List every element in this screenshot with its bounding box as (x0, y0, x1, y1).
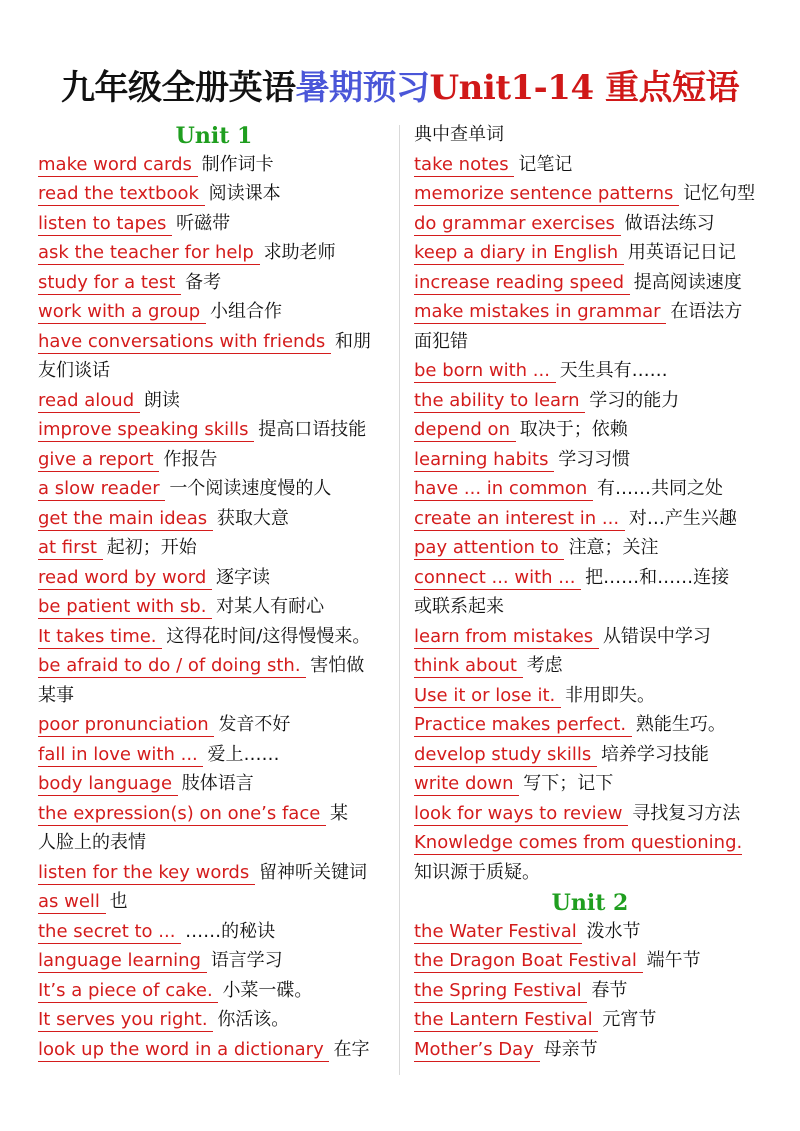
english-phrase: do grammar exercises (414, 212, 621, 234)
chinese-meaning: 在语法方 (670, 301, 743, 322)
chinese-meaning: 某 (330, 802, 349, 824)
english-phrase: learning habits (414, 448, 555, 470)
unit-1-heading: Unit 1 (175, 123, 253, 149)
english-phrase: write down (414, 773, 520, 794)
phrase-row (414, 504, 766, 534)
phrase-row (414, 415, 766, 445)
chinese-meaning: 天生具有…… (559, 360, 668, 381)
phrase-row (414, 622, 766, 652)
english-phrase: make mistakes in grammar (414, 301, 667, 322)
phrase-row (414, 1035, 766, 1065)
phrase-row (414, 209, 766, 239)
chinese-meaning: 注意；关注 (568, 537, 659, 558)
chinese-meaning: 逐字读 (216, 566, 270, 588)
phrase-row (414, 1005, 766, 1035)
chinese-meaning-continued: 或联系起来 (414, 596, 504, 617)
phrase-row (38, 1005, 390, 1035)
right-column (414, 120, 766, 1064)
chinese-meaning: 从错误中学习 (602, 625, 711, 647)
english-phrase: pay attention to (414, 537, 565, 558)
english-phrase: be patient with sb. (38, 596, 213, 617)
chinese-meaning: 用英语记日记 (627, 242, 736, 263)
phrase-continuation (38, 356, 390, 386)
phrase-row (38, 651, 390, 681)
english-phrase: keep a diary in English (414, 242, 624, 263)
phrase-row (38, 946, 390, 976)
english-phrase: get the main ideas (38, 507, 213, 529)
english-phrase: the ability to learn (414, 389, 586, 411)
phrase-continuation (414, 120, 766, 150)
phrase-row (414, 681, 766, 711)
phrase-row (414, 917, 766, 947)
chinese-meaning: 发音不好 (218, 714, 291, 735)
phrase-row (414, 769, 766, 799)
phrase-continuation (38, 828, 390, 858)
page-title (0, 64, 800, 112)
phrase-row (38, 740, 390, 770)
chinese-meaning-continued: 典中查单词 (414, 124, 504, 145)
english-phrase: read aloud (38, 389, 140, 411)
english-phrase: have ... in common (414, 478, 594, 499)
english-phrase: improve speaking skills (38, 419, 255, 440)
english-phrase: Use it or lose it. (414, 684, 561, 706)
english-phrase: listen for the key words (38, 861, 255, 883)
chinese-meaning: 提高口语技能 (258, 419, 367, 440)
title-part-units: Unit1-14 重点短语 (429, 68, 739, 108)
english-phrase: take notes (414, 153, 515, 175)
phrase-row (414, 356, 766, 386)
right-phrase-list (414, 120, 766, 887)
chinese-meaning: 学习的能力 (589, 389, 680, 411)
unit-2-heading: Unit 2 (551, 890, 629, 916)
english-phrase: the secret to ... (38, 920, 182, 942)
chinese-meaning: 考虑 (526, 655, 563, 676)
chinese-meaning: 泼水节 (586, 920, 641, 942)
phrase-row (414, 976, 766, 1006)
english-phrase: have conversations with friends (38, 330, 331, 352)
english-phrase: think about (414, 655, 523, 676)
chinese-meaning-continued: 某事 (38, 684, 74, 706)
chinese-meaning: 这得花时间/这得慢慢来。 (166, 625, 371, 647)
english-phrase: look up the word in a dictionary (38, 1038, 330, 1060)
chinese-meaning: 一个阅读速度慢的人 (169, 478, 332, 499)
phrase-row (38, 474, 390, 504)
chinese-meaning: 和朋 (334, 330, 371, 352)
chinese-meaning: 朗读 (143, 389, 180, 411)
phrase-row (38, 268, 390, 298)
english-phrase: the Water Festival (414, 920, 583, 942)
chinese-meaning-continued: 知识源于质疑。 (414, 861, 540, 883)
english-phrase: be afraid to do / of doing sth. (38, 655, 307, 676)
english-phrase: read word by word (38, 566, 212, 588)
english-phrase: learn from mistakes (414, 625, 599, 647)
phrase-row (38, 238, 390, 268)
english-phrase: listen to tapes (38, 212, 173, 234)
chinese-meaning: 做语法练习 (624, 212, 715, 234)
chinese-meaning: 熟能生巧。 (635, 714, 726, 735)
phrase-row (414, 238, 766, 268)
chinese-meaning: 备考 (185, 271, 222, 293)
chinese-meaning: 端午节 (646, 950, 701, 971)
english-phrase: create an interest in ... (414, 507, 625, 529)
chinese-meaning: 爱上…… (207, 743, 280, 765)
chinese-meaning: 也 (109, 891, 128, 912)
english-phrase: the Lantern Festival (414, 1009, 599, 1030)
chinese-meaning: 肢体语言 (181, 773, 254, 794)
chinese-meaning: 春节 (591, 979, 628, 1001)
phrase-row (414, 179, 766, 209)
chinese-meaning: 语言学习 (210, 950, 283, 971)
phrase-row (414, 946, 766, 976)
english-phrase: ask the teacher for help (38, 242, 260, 263)
english-phrase: body language (38, 773, 178, 794)
english-phrase: It takes time. (38, 625, 163, 647)
phrase-row (38, 858, 390, 888)
chinese-meaning: 你活该。 (217, 1009, 290, 1030)
english-phrase: at first (38, 537, 103, 558)
phrase-row (414, 150, 766, 180)
chinese-meaning: 起初；开始 (106, 537, 197, 558)
phrase-continuation (414, 592, 766, 622)
english-phrase: work with a group (38, 301, 206, 322)
phrase-row (38, 415, 390, 445)
phrase-row (414, 651, 766, 681)
chinese-meaning: 小组合作 (209, 301, 282, 322)
phrase-row (38, 592, 390, 622)
chinese-meaning: 寻找复习方法 (632, 802, 741, 824)
english-phrase: the expression(s) on one’s face (38, 802, 327, 824)
english-phrase: memorize sentence patterns (414, 183, 680, 204)
chinese-meaning-continued: 友们谈话 (38, 360, 110, 381)
phrase-row (414, 799, 766, 829)
left-column (38, 120, 390, 1064)
chinese-meaning: 在字 (333, 1038, 370, 1060)
english-phrase: read the textbook (38, 183, 205, 204)
phrase-row (414, 297, 766, 327)
english-phrase: the Spring Festival (414, 979, 588, 1001)
chinese-meaning: 制作词卡 (201, 153, 274, 175)
phrase-row (414, 710, 766, 740)
chinese-meaning: 留神听关键词 (258, 861, 367, 883)
title-part-summer-preview: 暑期预习 (295, 68, 430, 108)
unit-2-phrase-list (414, 917, 766, 1065)
chinese-meaning: 学习习惯 (558, 448, 631, 470)
chinese-meaning: 获取大意 (216, 507, 289, 529)
phrase-row (414, 445, 766, 475)
english-phrase: Knowledge comes from questioning. (414, 832, 743, 853)
english-phrase: poor pronunciation (38, 714, 215, 735)
chinese-meaning: 求助老师 (263, 242, 336, 263)
phrase-continuation (414, 858, 766, 888)
chinese-meaning: 对…产生兴趣 (628, 507, 737, 529)
english-phrase: depend on (414, 419, 516, 440)
phrase-row (38, 297, 390, 327)
chinese-meaning: 元宵节 (602, 1009, 657, 1030)
phrase-row (38, 563, 390, 593)
english-phrase: the Dragon Boat Festival (414, 950, 643, 971)
english-phrase: study for a test (38, 271, 182, 293)
phrase-row (414, 474, 766, 504)
chinese-meaning: 非用即失。 (564, 684, 655, 706)
phrase-row (414, 828, 766, 858)
chinese-meaning-continued: 人脸上的表情 (38, 832, 146, 853)
chinese-meaning: 作报告 (163, 448, 218, 470)
chinese-meaning: 提高阅读速度 (633, 271, 742, 293)
chinese-meaning: 害怕做 (310, 655, 365, 676)
phrase-row (38, 445, 390, 475)
chinese-meaning: 阅读课本 (208, 183, 281, 204)
left-phrase-list (38, 150, 390, 1065)
english-phrase: connect ... with ... (414, 566, 582, 588)
chinese-meaning: 小菜一碟。 (222, 979, 313, 1001)
chinese-meaning: 记忆句型 (683, 183, 756, 204)
english-phrase: It’s a piece of cake. (38, 979, 219, 1001)
english-phrase: give a report (38, 448, 160, 470)
phrase-continuation (38, 681, 390, 711)
phrase-row (38, 976, 390, 1006)
chinese-meaning: 培养学习技能 (600, 743, 709, 765)
english-phrase: as well (38, 891, 106, 912)
phrase-row (38, 622, 390, 652)
english-phrase: increase reading speed (414, 271, 630, 293)
phrase-row (38, 1035, 390, 1065)
phrase-row (414, 563, 766, 593)
phrase-row (38, 799, 390, 829)
phrase-row (38, 533, 390, 563)
phrase-row (38, 887, 390, 917)
chinese-meaning: 对某人有耐心 (216, 596, 325, 617)
chinese-meaning: ……的秘诀 (185, 920, 276, 942)
english-phrase: language learning (38, 950, 207, 971)
phrase-row (38, 917, 390, 947)
english-phrase: look for ways to review (414, 802, 629, 824)
chinese-meaning: 听磁带 (176, 212, 231, 234)
phrase-row (38, 209, 390, 239)
english-phrase: Mother’s Day (414, 1038, 540, 1060)
phrase-row (38, 710, 390, 740)
english-phrase: be born with ... (414, 360, 556, 381)
chinese-meaning: 取决于；依赖 (519, 419, 628, 440)
phrase-row (38, 504, 390, 534)
phrase-row (414, 740, 766, 770)
phrase-row (38, 150, 390, 180)
phrase-row (38, 179, 390, 209)
phrase-row (414, 268, 766, 298)
english-phrase: a slow reader (38, 478, 166, 499)
phrase-row (38, 327, 390, 357)
chinese-meaning-continued: 面犯错 (414, 330, 468, 352)
english-phrase: develop study skills (414, 743, 597, 765)
chinese-meaning: 母亲节 (543, 1038, 598, 1060)
phrase-row (414, 533, 766, 563)
english-phrase: fall in love with ... (38, 743, 204, 765)
chinese-meaning: 把……和……连接 (585, 566, 730, 588)
phrase-row (38, 769, 390, 799)
english-phrase: It serves you right. (38, 1009, 214, 1030)
phrase-row (414, 386, 766, 416)
title-part-grade: 九年级全册英语 (61, 68, 296, 108)
phrase-continuation (414, 327, 766, 357)
chinese-meaning: 记笔记 (518, 153, 573, 175)
chinese-meaning: 有……共同之处 (597, 478, 724, 499)
chinese-meaning: 写下；记下 (523, 773, 614, 794)
english-phrase: make word cards (38, 153, 198, 175)
phrase-row (38, 386, 390, 416)
column-divider (399, 125, 400, 1075)
english-phrase: Practice makes perfect. (414, 714, 632, 735)
